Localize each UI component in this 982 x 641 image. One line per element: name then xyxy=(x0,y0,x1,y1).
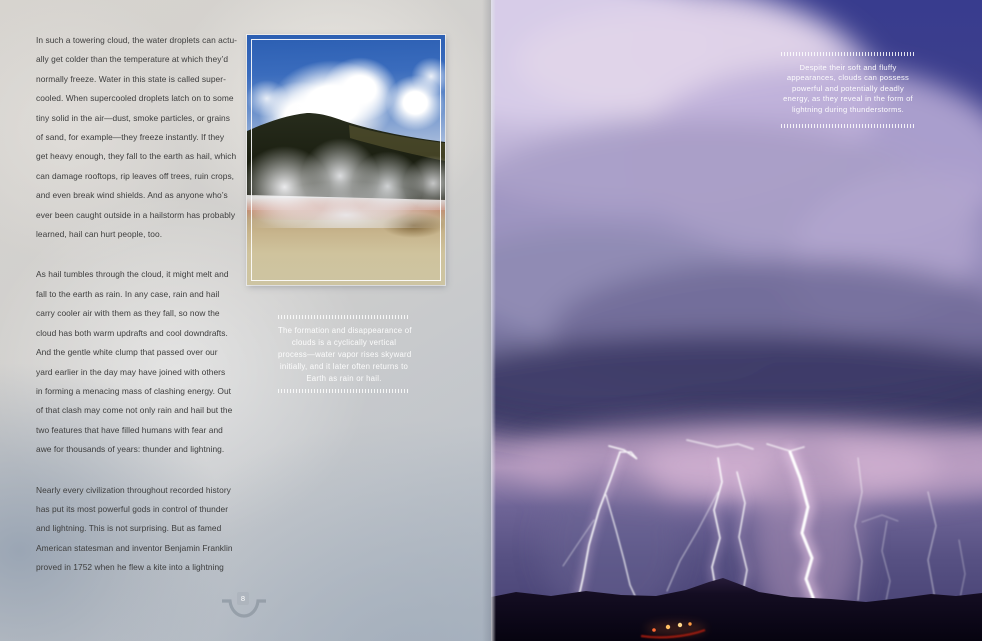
text-line: Despite their soft and fluffy xyxy=(799,63,897,72)
text-line: fall to the earth as rain. In any case, rain and hail xyxy=(36,288,220,299)
text-line: Nearly every civilization throughout recorded history xyxy=(36,484,231,495)
text-line: and even break wind shields. And as anyone who’s xyxy=(36,190,228,201)
text-line: and lightning. This is not surprising. But as famed xyxy=(36,523,222,534)
text-line: appearances, clouds can possess xyxy=(786,73,910,83)
text-line: ever been caught outside in a hailstorm has probably xyxy=(36,209,236,220)
text-line: ally get colder than the temperature at which they’d xyxy=(36,54,229,65)
text-line: carry cooler air with them as they fall, so now the xyxy=(36,308,220,319)
caption-tick-divider-bottom xyxy=(278,389,410,393)
caption-tick-divider-top xyxy=(278,315,410,319)
caption-tick-divider-top xyxy=(781,52,915,56)
text-line: The formation and disappearance of xyxy=(278,326,412,335)
text-line: And the gentle white clump that passed over our xyxy=(36,347,218,358)
paragraph-supercooled xyxy=(36,31,252,244)
photo-inner-frame xyxy=(251,39,441,281)
text-line: Earth as rain or hail. xyxy=(306,374,382,383)
text-line: get heavy enough, they fall to the earth as hail, which xyxy=(36,151,237,162)
paragraph-hail-tumbles xyxy=(36,265,252,459)
text-line: learned, hail can hurt people, too. xyxy=(36,229,163,240)
text-line: cloud has both warm updrafts and cool downdrafts. xyxy=(36,327,228,338)
text-line: powerful and potentially deadly xyxy=(791,83,905,93)
text-line: lightning during thunderstorms. xyxy=(791,104,904,114)
text-line: awe for thousands of years: thunder and lightning. xyxy=(36,444,225,455)
text-line: initially, and it later often returns to xyxy=(279,362,409,371)
left-photo-caption xyxy=(278,315,410,393)
text-line: energy, as they reveal in the form of xyxy=(783,94,913,104)
caption-tick-divider-bottom xyxy=(781,124,915,128)
text-line: cooled. When supercooled droplets latch on to some xyxy=(36,93,234,104)
caption-text xyxy=(781,63,915,115)
hot-spring-photo xyxy=(247,35,445,285)
body-text-column xyxy=(36,31,252,578)
text-line: in forming a menacing mass of clashing energy. Out xyxy=(36,385,232,396)
text-line: has put its most powerful gods in control of thunder xyxy=(36,503,229,514)
text-line: of sand, for example—they freeze instantly. If they xyxy=(36,132,225,143)
page-number: 8 xyxy=(237,592,249,605)
text-line: tiny solid in the air—dust, smoke particles, or grains xyxy=(36,112,231,123)
text-line: As hail tumbles through the cloud, it might melt and xyxy=(36,269,229,280)
text-line: yard earlier in the day may have joined with others xyxy=(36,366,226,377)
text-line: of that clash may come not only rain and hail but the xyxy=(36,405,233,416)
text-line: In such a towering cloud, the water droplets can actu- xyxy=(36,35,238,45)
text-line: American statesman and inventor Benjamin Franklin xyxy=(36,542,233,553)
text-line: clouds is a cyclically vertical xyxy=(291,338,397,347)
text-line: process—water vapor rises skyward xyxy=(278,350,412,359)
paragraph-civilizations xyxy=(36,481,252,578)
page-number-ornament xyxy=(220,591,268,619)
text-line: proved in 1752 when he flew a kite into a lightning xyxy=(36,562,224,573)
right-page xyxy=(491,0,982,641)
caption-text xyxy=(278,325,410,385)
text-line: two features that have filled humans with fear and xyxy=(36,424,223,435)
text-line: can damage rooftops, rip leaves off trees, ruin crops, xyxy=(36,170,235,181)
text-line: normally freeze. Water in this state is called super- xyxy=(36,73,226,84)
right-photo-caption xyxy=(781,52,915,128)
